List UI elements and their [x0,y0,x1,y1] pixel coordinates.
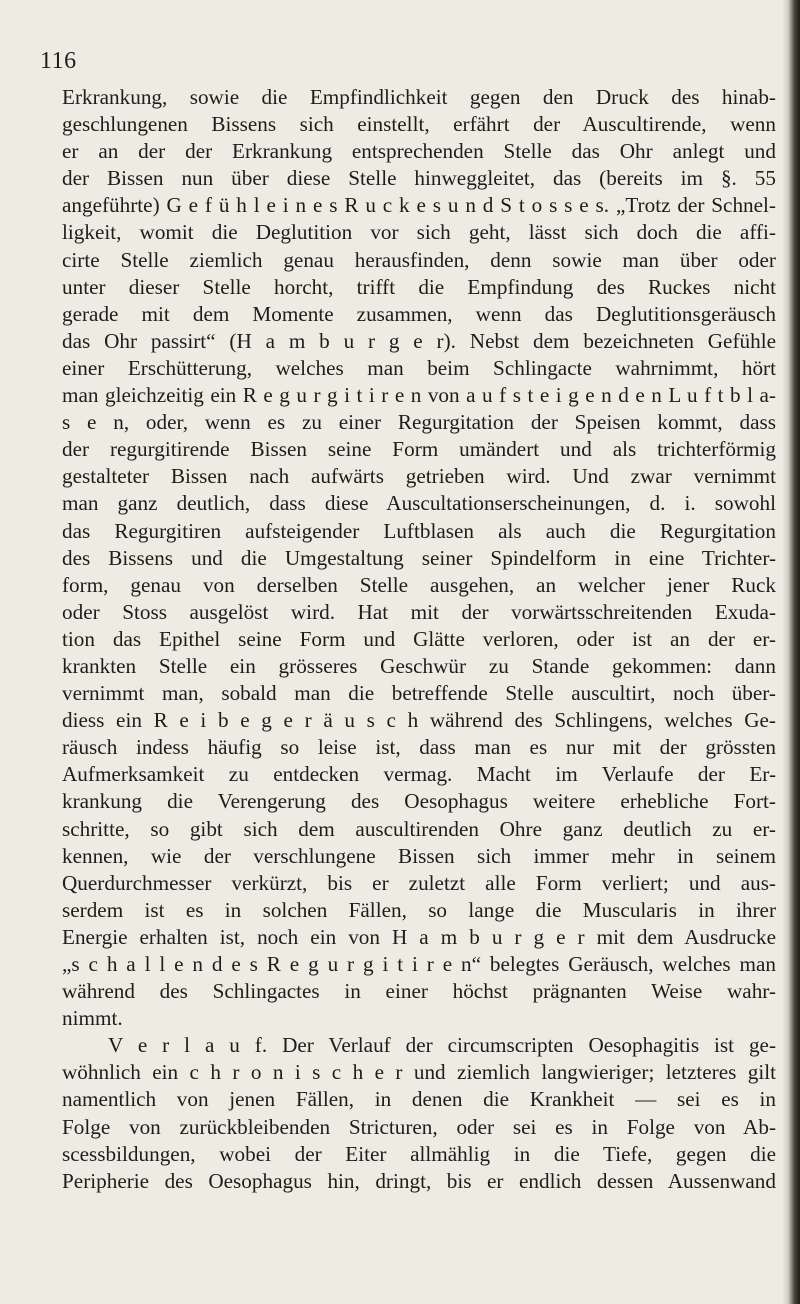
text-line: diess ein R e i b e g e r ä u s c h während des Schlingens, welches Ge- [62,708,776,733]
text-line: schritte, so gibt sich dem auscultirenden Ohre ganz deutlich zu er- [62,816,776,841]
text-line: wöhnlich ein c h r o n i s c h e r und ziemlich langwieriger; letzteres gilt [62,1060,776,1085]
text-line: cirte Stelle ziemlich genau herausfinden, denn sowie man über oder [62,247,776,272]
text-line: räusch indess häufig so leise ist, dass man es nur mit der grössten [62,735,776,760]
text-line: tion das Epithel seine Form und Glätte verloren, oder ist an der er- [62,626,776,651]
text-line: man gleichzeitig ein R e g u r g i t i r e n von a u f s t e i g e n d e n L u f t b l a- [62,383,776,408]
text-line: der regurgitirende Bissen seine Form umändert und als trichterförmig [62,437,776,462]
text-line: während des Schlingactes in einer höchst prägnanten Weise wahr- [62,979,776,1004]
text-line: das Ohr passirt“ (H a m b u r g e r). Nebst dem bezeichneten Gefühle [62,328,776,353]
text-line: Querdurchmesser verkürzt, bis er zuletzt alle Form verliert; und aus- [62,870,776,895]
text-line: Energie erhalten ist, noch ein von H a m b u r g e r mit dem Ausdrucke [62,924,776,949]
text-line: krankten Stelle ein grösseres Geschwür zu Stande gekommen: dann [62,653,776,678]
text-line: namentlich von jenen Fällen, in denen die Krankheit — sei es in [62,1087,776,1112]
text-line: geschlungenen Bissens sich einstellt, erfährt der Auscultirende, wenn [62,112,776,137]
page-number: 116 [40,48,77,74]
text-line: vernimmt man, sobald man die betreffende Stelle auscultirt, noch über- [62,681,776,706]
text-line: krankung die Verengerung des Oesophagus weitere erhebliche Fort- [62,789,776,814]
text-line: nimmt. [62,1006,123,1031]
page-edge-shadow [782,0,800,1304]
text-line: scessbildungen, wobei der Eiter allmählig in die Tiefe, gegen die [62,1141,776,1166]
text-line: „s c h a l l e n d e s R e g u r g i t i r e n“ belegtes Geräusch, welches man [62,952,776,976]
text-line: Erkrankung, sowie die Empfindlichkeit gegen den Druck des hinab- [62,85,776,109]
text-line: Peripherie des Oesophagus hin, dringt, bis er endlich dessen Aussenwand [62,1168,776,1193]
text-line: Folge von zurückbleibenden Stricturen, oder sei es in Folge von Ab- [62,1114,776,1139]
text-line: s e n, oder, wenn es zu einer Regurgitation der Speisen kommt, dass [62,410,776,435]
text-line: einer Erschütterung, welches man beim Schlingacte wahrnimmt, hört [62,355,776,380]
text-line: der Bissen nun über diese Stelle hinweggleitet, das (bereits im §. 55 [62,166,776,191]
text-line: V e r l a u f. Der Verlauf der circumscripten Oesophagitis ist ge- [108,1033,776,1058]
text-line: angeführte) G e f ü h l e i n e s R u c k e s u n d S t o s s e s. „Trotz der Schnel- [62,193,776,218]
text-line: des Bissens und die Umgestaltung seiner Spindelform in eine Trichter- [62,545,776,570]
text-line: Aufmerksamkeit zu entdecken vermag. Macht im Verlaufe der Er- [62,762,776,787]
text-line: unter dieser Stelle horcht, trifft die Empfindung des Ruckes nicht [62,274,776,299]
text-line: kennen, wie der verschlungene Bissen sich immer mehr in seinem [62,843,776,868]
text-line: man ganz deutlich, dass diese Auscultationserscheinungen, d. i. sowohl [62,491,776,516]
text-line: form, genau von derselben Stelle ausgehen, an welcher jener Ruck [62,572,776,597]
body-text [62,84,776,1195]
text-line: gerade mit dem Momente zusammen, wenn das Deglutitionsgeräusch [62,301,776,326]
text-line: serdem ist es in solchen Fällen, so lange die Muscularis in ihrer [62,897,776,922]
text-line: das Regurgitiren aufsteigender Luftblasen als auch die Regurgitation [62,518,776,543]
text-line: ligkeit, womit die Deglutition vor sich geht, lässt sich doch die affi- [62,220,776,245]
text-line: oder Stoss ausgelöst wird. Hat mit der vorwärtsschreitenden Exuda- [62,599,776,624]
text-line: er an der der Erkrankung entsprechenden Stelle das Ohr anlegt und [62,139,776,164]
text-line: gestalteter Bissen nach aufwärts getrieben wird. Und zwar vernimmt [62,464,776,489]
